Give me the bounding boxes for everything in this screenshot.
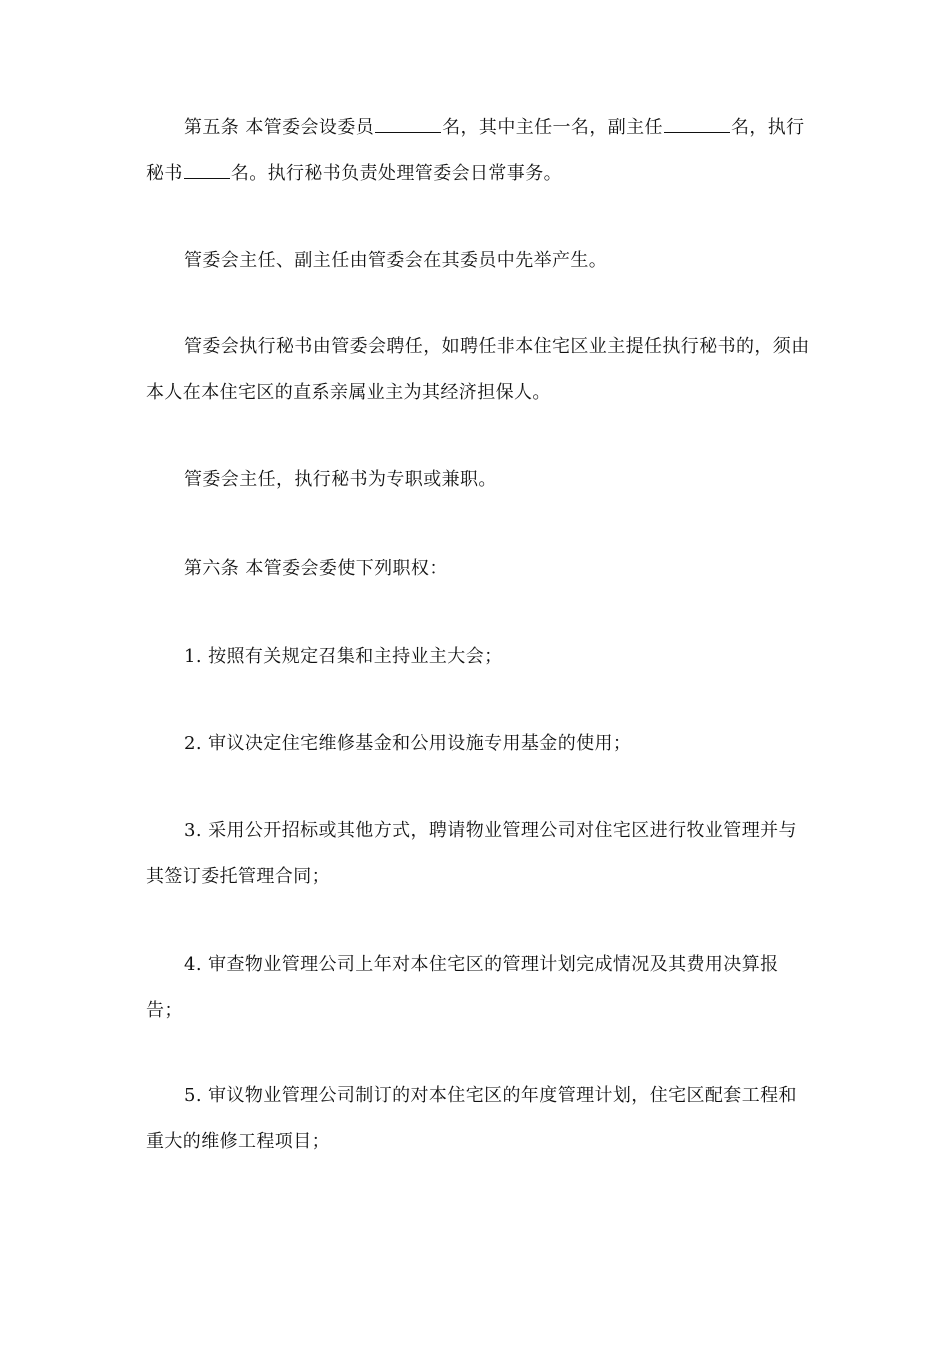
article-5-text-2: 名，其中主任一名，副主任 — [442, 117, 663, 138]
article-5-text-1: 第五条 本管委会设委员 — [184, 117, 375, 138]
article-5-text-3: 名，执行秘书 — [146, 117, 805, 184]
paragraph-secretary-appointment: 管委会执行秘书由管委会聘任，如聘任非本住宅区业主提任执行秘书的，须由本人在本住宅区的直系亲属业主为其经济担保人。 — [146, 336, 810, 403]
article-6-heading: 第六条 本管委会委使下列职权： — [184, 558, 448, 579]
article-5-paragraph — [146, 105, 810, 197]
vice-director-count-blank — [664, 112, 730, 133]
committee-count-blank — [375, 112, 441, 133]
paragraph-fulltime-parttime: 管委会主任，执行秘书为专职或兼职。 — [184, 469, 497, 490]
list-item-1: 1. 按照有关规定召集和主持业主大会； — [184, 646, 503, 667]
list-item-3: 3. 采用公开招标或其他方式，聘请物业管理公司对住宅区进行牧业管理并与其签订委托管理合同； — [146, 820, 797, 887]
list-item-2: 2. 审议决定住宅维修基金和公用设施专用基金的使用； — [184, 733, 632, 754]
list-item-5: 5. 审议物业管理公司制订的对本住宅区的年度管理计划，住宅区配套工程和重大的维修工程项目； — [146, 1085, 797, 1152]
list-item-4: 4. 审查物业管理公司上年对本住宅区的管理计划完成情况及其费用决算报告； — [146, 954, 779, 1021]
secretary-count-blank — [184, 158, 230, 179]
article-5-text-4: 名。执行秘书负责处理管委会日常事务。 — [230, 163, 563, 184]
paragraph-election: 管委会主任、副主任由管委会在其委员中先举产生。 — [184, 250, 608, 271]
